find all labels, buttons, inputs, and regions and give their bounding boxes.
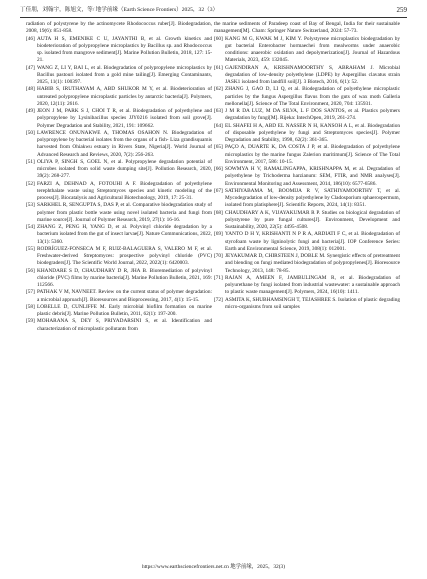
reference-entry: [214, 144, 400, 166]
reference-number: [63]: [214, 108, 223, 114]
reference-number: [47]: [26, 64, 35, 71]
reference-text: SARKHEL R, SENGUPTA S, DAS P, et al. Comparative biodegradation study of polymer from plastic bottle waste using novel isolated bacteria and fungi from marine source[J]. Journal of Polymer Research, 2019, 27(1): 16-16.: [37, 202, 212, 223]
reference-text: RAJAN A, AMEEN F, JAMBULINGAM R, et al. Biodegradation of polyurethane by fungi isolated from industrial wastewater: a sustainable approach to plastic waste management[J]. Polymers, 2024, 16(10): 1411.: [225, 274, 400, 296]
reference-text: PATHAK V M, NAVNEET. Review on the current status of polymer degradation: a microbial approach[J]. Bioresources and Bioprocessing, 2017, 4(1): 15-15.: [37, 289, 212, 303]
reference-entry: [26, 304, 212, 319]
reference-entry: [26, 318, 212, 333]
reference-number: [59]: [26, 318, 35, 325]
reference-entry: [214, 188, 400, 210]
reference-entry: [214, 253, 400, 275]
reference-entry: [26, 108, 212, 130]
reference-text: AUTA H S, EMENIKE C U, JAYANTHI B, et al. Growth kinetics and biodeterioration of polypropylene microplastics by Bacillus sp. and Rhodococcus sp. isolated from mangrove sediment[J]. Marine Pollution Bulletin, 2018, 127: 15-21.: [37, 35, 212, 64]
reference-text: HABIB S, IRUTHAYAM A, ABD SHUKOR M Y, et al. Biodeterioration of untreated polypropylene microplastic particles by antarctic bacteria[J]. Polymers, 2020, 12(11): 2616.: [37, 86, 212, 107]
reference-number: [57]: [26, 289, 35, 296]
reference-entry: [26, 246, 212, 268]
reference-number: [50]: [26, 129, 35, 136]
reference-number: [71]: [214, 274, 223, 281]
reference-entry: [26, 130, 212, 159]
page-footer: https://www.earthsciencefrontiers.net.cn 地学前缘，2025，32(3): [141, 564, 286, 570]
running-header: [20, 5, 407, 15]
reference-entry: [214, 123, 400, 145]
reference-entry: [214, 166, 400, 188]
reference-entry: [214, 108, 400, 123]
reference-text: RODRÍGUEZ-FONSECA M F, RUIZ-BALAGUERA S, VALERO M F, et al. Freshwater-derived Streptomyces: prospective polyvinyl chloride (PVC) biodegraders[J]. The Scientific World Journal, 2022, 2022(1): 6420003.: [37, 245, 212, 267]
reference-number: [54]: [26, 224, 35, 230]
reference-number: [61]: [214, 64, 223, 71]
reference-entry: [26, 86, 212, 108]
reference-number: [46]: [26, 35, 35, 42]
reference-entry: [26, 36, 212, 65]
reference-text: J M R DA LUZ, M DA SILVA, L F DOS SANTOS, et al. Plastics polymers degradation by fungi[M]. Rijeka: IntechOpen, 2019, 261-274.: [225, 108, 400, 122]
header-rule: [20, 17, 407, 18]
page-number: 259: [396, 6, 407, 14]
reference-number: [62]: [214, 86, 223, 93]
reference-number: [60]: [214, 35, 223, 42]
reference-text: LOBELLE D, CUNLIFFE M. Early microbial biofilm formation on marine plastic debris[J]. Marine Pollution Bulletin, 2011, 62(1): 197-200.: [37, 303, 212, 317]
reference-text: ZHANG Z, PENG H, YANG D, et al. Polyvinyl chloride degradation by a bacterium isolated from the gut of insect larvae[J]. Nature Communications, 2022, 13(1): 5360.: [37, 224, 212, 245]
reference-number: [66]: [214, 166, 223, 172]
reference-text: SATHIYABAMA M, BOOMIJA R V, SATHIYAMOORTHY T, et al. Mycodegradation of low-density polyethylene by Cladosporium sphaerospermum, isolated from platisphere[J]. Scientific Reports, 2024, 14(1): 8351.: [225, 187, 400, 209]
reference-number: [55]: [26, 245, 35, 252]
reference-text: ZHANG J, GAO D, LI Q, et al. Biodegradation of polyethylene microplastic particles by the fungus Aspergillus flavus from the guts of wax moth Galleria mellonella[J]. Science of The Total Environment, 2020, 704: 135931.: [225, 86, 400, 107]
reference-number: [56]: [26, 267, 35, 274]
reference-entry: [26, 65, 212, 87]
reference-number: [58]: [26, 303, 35, 310]
reference-number: [68]: [214, 209, 223, 216]
reference-entry: [214, 36, 400, 65]
right-column: [214, 21, 400, 311]
reference-number: [65]: [214, 144, 223, 151]
reference-entry: [214, 65, 400, 87]
reference-text: JEON J M, PARK S J, CHOI T R, et al. Biodegradation of polyethylene and polypropylene by Lysinibacillus species JJY0216 isolated from soil grove[J]. Polymer Degradation and Stability, 2021, 191: 109662.: [37, 108, 212, 129]
reference-entry: [26, 224, 212, 246]
reference-text: WANG Z, LI Y, BAI L, et al. Biodegradation of polypropylene microplastics by Bacillus pastouri isolated from a gold mine tailing[J]. Emerging Contaminants, 2025, 11(1): 100397.: [37, 64, 212, 85]
reference-number: [69]: [214, 231, 223, 238]
reference-number: [70]: [214, 253, 223, 259]
reference-text: KANG M G, KWAK M J, KIM Y. Polystyrene microplastics biodegradation by gut bacterial Enterobacter hormaechei from mealworms under anaerobic conditions: anaerobic oxidation and depolymerization[J]. Journal of Hazardous Materials, 2023, 459: 132045.: [225, 35, 400, 64]
reference-text: CHAUDHARY A K, VIJAYAKUMAR R P. Studies on biological degradation of polystyrene by pure fungal cultures[J]. Environment, Development and Sustainability, 2020, 22(5): 4495-4508.: [225, 209, 400, 230]
reference-number: [64]: [214, 122, 223, 129]
reference-entry: [26, 289, 212, 304]
reference-entry: [26, 159, 212, 181]
reference-continuation: the marine sediments of Paradeep coast of Bay of Bengal, India for their sustainable management[M]. Cham: Springer Nature Switzerland, 2024: 57-73.: [214, 21, 400, 35]
reference-text: JEYAKUMAR D, CHIRSTEEN J, DOBLE M. Synergistic effects of pretreatment and blending on fungi mediated biodegradation of polypropylenes[J]. Bioresource Technology, 2013, 148: 78-85.: [225, 253, 400, 274]
reference-entry: [214, 86, 400, 108]
reference-text: FARZI A, DEHNAD A, FOTOUHI A F. Biodegradation of polyethylene terephthalate waste using Streptomyces species and kinetic modeling of the process[J]. Biocatalysis and Agricultural Biotechnology, 2019, 17: 25-31.: [37, 180, 212, 201]
reference-text: ASMITA K, SHUBHAMSINGH T, TEJASHREE S. Isolation of plastic degrading micro-organisms from soil samples: [225, 296, 400, 310]
reference-text: GAJENDIRAN A, KRISHNAMOORTHY S, ABRAHAM J. Microbial degradation of low-density polyethylene (LDPE) by Aspergillus clavatus strain JASK1 isolated from landfill soil[J]. 3 Biotech, 2016, 6(1): 52.: [225, 64, 400, 85]
reference-number: [72]: [214, 296, 223, 303]
reference-entry: [26, 202, 212, 224]
reference-text: EL SHAFEI H A, ABD EL NASSER N H, KANSOH A L, et al. Biodegradation of disposable polyethylene by fungi and Streptomyces species[J]. Polymer Degradation and Stability, 1998, 62(2): 361-365.: [225, 122, 400, 143]
reference-text: KHANDARE S D, CHAUDHARY D R, JHA B. Bioremediation of polyvinyl chloride (PVC) films by marine bacteria[J]. Marine Pollution Bulletin, 2021, 169: 112566.: [37, 267, 212, 288]
reference-entry: [214, 275, 400, 297]
reference-entry: [26, 268, 212, 290]
reference-number: [51]: [26, 158, 35, 165]
reference-entry: [214, 231, 400, 253]
reference-entry: [26, 181, 212, 203]
reference-text: MOHARANA S, DEY S, PRIYADARSINI S, et al. Identification and characterization of microplastic pollutants from: [37, 318, 212, 332]
left-column: [26, 21, 212, 333]
reference-entry: [214, 297, 400, 312]
reference-number: [52]: [26, 180, 35, 187]
reference-text: PAÇO A, DUARTE K, DA COSTA J P, et al. Biodegradation of polyethylene microplastics by the marine fungus Zalerion maritimum[J]. Science of The Total Environment, 2017, 586: 10-15.: [225, 144, 400, 165]
reference-number: [67]: [214, 187, 223, 194]
reference-text: OLIYA P, SINGH S, GOEL N, et al. Polypropylene degradation potential of microbes isolated from solid waste dumping site[J]. Pollution Research, 2020, 39(2): 268-277.: [37, 158, 212, 180]
reference-text: YANTO D H Y, KRISHANTI N P R A, ARDIATI F C, et al. Biodegradation of styrofoam waste by ligninolytic fungi and bacteria[J]. IOP Conference Series: Earth and Environmental Science, 2019, 308(1): 012001.: [225, 231, 400, 252]
reference-number: [48]: [26, 86, 35, 93]
reference-continuation: radiation of polystyrene by the actinomycete Rhodococcus ruber[J]. Biodegradation, 2008, 19(6): 851-858.: [26, 21, 212, 35]
reference-text: SOWMYA H V, RAMALINGAPPA, KRISHNAPPA M, et al. Degradation of polyethylene by Trichoderma harzianum: SEM, FTIR, and NMR analyses[J]. Environmental Monitoring and Assessment, 2014, 186(10): 6577-6586.: [225, 166, 400, 187]
reference-number: [49]: [26, 108, 35, 114]
reference-number: [53]: [26, 202, 35, 209]
reference-text: LAWRENCE ONUNAKWE A, THOMAS OSAHON N. Biodegradation of polypropylene by bacterial isolates from the organs of a fish- Liza grandisquamis harvested from Ohiakwu estuary in Rivers State, Nigeria[J]. World Journal of Advanced Research and Reviews, 2020, 7(2): 256-263.: [37, 129, 212, 158]
reference-entry: [214, 210, 400, 232]
header-citation: 丁佳朋，刘翰宇，陈旭文，等/ 地学前缘（Earth Science Frontiers）2025，32（3）: [20, 7, 219, 13]
